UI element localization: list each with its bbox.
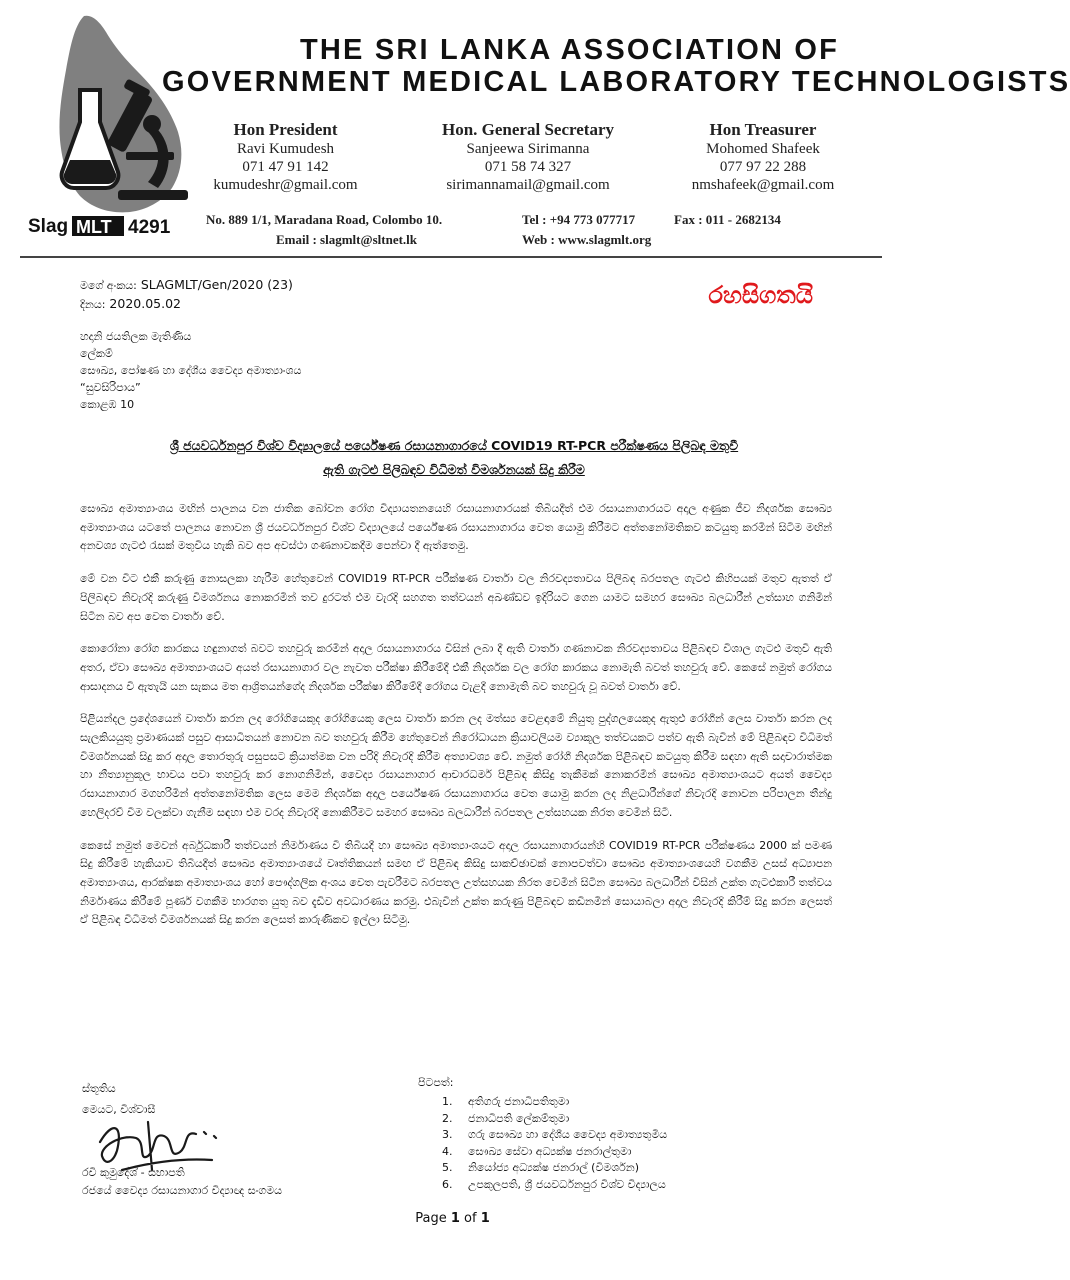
page-of: of [464,1211,477,1226]
reference-label: මගේ අංකය: [80,279,137,292]
recipient-line: සෞඛ්‍ය, පෝෂණ හා දේශීය වෛද්‍ය අමාත්‍යාංශය [80,364,302,377]
officer-name: Ravi Kumudesh [236,141,335,157]
logo-text-left: Slag [28,216,69,237]
page-number [0,1211,905,1226]
logo-text-box: MLT [76,217,112,237]
telephone: Tel : +94 773 077717 [522,212,636,227]
copies-item: 4. සෞඛ්‍ය සේවා අධ්‍යක්ෂ ජනරාල්තුමා [456,1144,667,1161]
body-paragraph: කෙසේ නමුත් මෙවන් අර්බුධකාරී තත්වයන් නිර්මාණය වී තිබියදී හා සෞඛ්‍ය අමාත්‍යාංශයට අදාල රසායනාගාරයන්හි COVID19 RT-PCR පරීක්ෂණය 2000 ක් පමණ සිදු කිරීමේ හැකියාව තිබියදීත් සෞඛ්‍ය අමාත්‍යාංශයේ වෘත්තිකයන් සමඟ ඒ පිළිබඳ කිසිදු සාකච්ඡාවක් නොපවත්වා සෞඛ්‍ය අමාත්‍යාංශයෙහි වගකීම උසස් අධ්‍යාපන අමාත්‍යාංශය, ආරක්ෂක අමාත්‍යාංශය හෝ පෞද්ගලික අංශය වෙත පැවරීමට බරපතල උත්සහයක නිරත වෙමින් සිටින සෞඛ්‍ය බලධාරීන් විසින් උක්ත ගැටළුකාරී තත්වය නිර්මාණය කිරීමේ පූර්ණ වගකීම භාරගත යුතු බව දැඩිව අවධාරණය කරමු. එබැවින් උක්ත කරුණු පිළිබඳව කඩිනමින් සොයාබලා අදාල නිවැරදි කිරීම් සිදු කරන ලෙසත් ඒ පිළිබඳ විධිමත් විමර්ශනයක් සිදු කරන ලෙසත් කාරුණිකව ඉල්ලා සිටිමු. [80,838,832,927]
officer-email: nmshafeek@gmail.com [691,177,835,193]
reference-block [80,276,293,314]
body-paragraph: මේ වන විට එකී කරුණු නොසලකා හැරීම හේතුවෙන් COVID19 RT-PCR පරීක්ෂණ වාර්තා වල නිරවද්‍යතාවය පිලිබඳ බරපතල ගැටළු කිහිපයක් මතුව ඇතත් ඒ පිලිබඳව නිවැරදි කරුණු විමර්ශනය නොකරමින් තව දුරටත් එම වැරදි සහගත තත්වයන් අඛණ්ඩව ඉදිරියට ගෙන යාමට සමහර සෞඛ්‍ය බලධාරීන් උත්සාහ ගනිමින් සිටින බව අප වෙත වාර්තා වේ. [80,572,832,623]
officer-email: kumudeshr@gmail.com [213,177,358,193]
officer-phone: 077 97 22 288 [719,159,807,175]
officer-treasurer [678,120,848,194]
association-logo [22,12,202,237]
confidential-stamp: රහසිගතයි [708,281,813,309]
officer-president [198,120,373,194]
letter-subject [90,434,818,482]
officer-phone: 071 47 91 142 [242,159,329,175]
subject-line-1: ශ්‍රී ජයවර්ධනපුර විශ්ව විද්‍යාලයේ පර්යේෂණ රසායනාගාරයේ COVID19 RT-PCR පරීක්ෂණය පිලිබඳ මතුවී [169,438,739,453]
body-paragraph: පිළියන්දල ප්‍රදේශයෙන් වාර්තා කරන ලද රෝගියෙකුද රෝගියෙකු ලෙස වාර්තා කරන ලද මත්ස්‍ය වෙළඳාමේ නියුතු පුද්ගලයෙකුද ඇතුළු රෝගීන් ලෙස වාර්තා කරන ලද සැලකියයුතු ප්‍රමාණයක් පසුව ආසාධිතයන් නොවන බව තහවුරු කිරීම හේතුවෙන් නිරෝධායන ක්‍රියාවලියම ව්‍යාකූල තත්වයකට පත්ව ඇති බැවින් මේ පිළිබඳව විධිමත් විමර්ශනයක් සිදු කර අදාල තොරතුරු පසුපසට ක්‍රියාත්මක වන පරිදි නිවැරදි කිරීම අත්‍යාවශ්‍ය වේ. නමුත් රෝගී නිදර්ශක පිළිබඳව කටයුතු කිරීම සඳහා ඇති සදාචාරාත්මක හා නීත්‍යානුකූල භාවය පවා තහවුරු කර නොගනිමින්, වෛද්‍ය රසායනාගාර ආචාරධර්ම පිළිබඳ කිසිදු තැකීමක් නොකරමින් සෞඛ්‍ය අමාත්‍යාංශයට අයත් වෛද්‍ය රසායනාගාර මගහරිමින් අත්තනෝමතික ලෙස මෙම නිදර්ශක අදාල පර්යේෂණ රසායනාගාරය වෙත යොමු කරන ලද නිළධාරීන්ගේ නිවැරදි නොවන පරිපාලන තීන්දු හෙලිදරව් වීම වලක්වා ගැනීම සඳහා එම වරද නිවැරදි නොකිරීමට සමහර සෞඛ්‍ය බලධාරීන් බරපතල උත්සහයක නිරත වෙමින් සිටී. [80,712,832,819]
logo-text-right: 4291 [128,217,171,238]
org-name-line1: THE SRI LANKA ASSOCIATION OF [300,34,840,66]
signer-block [82,1164,282,1200]
officer-name: Mohomed Shafeek [706,141,820,157]
website: Web : www.slagmlt.org [522,232,652,247]
date-label: දිනය: [80,298,106,311]
closing-yours: මෙයට, විශ්වාසී [82,1103,156,1116]
subject-line-2: ඇති ගැටළු පිලිබඳව විධිමත් විමර්ශනයක් සිදු කිරීම [323,462,585,477]
fax: Fax : 011 - 2682134 [674,212,781,227]
letter-body [80,500,832,944]
signer-name: රවි කුමුදේශ් - සභාපති [82,1166,185,1179]
officer-general-secretary [428,120,628,194]
page-current: 1 [450,1211,460,1226]
officer-name: Sanjeewa Sirimanna [466,141,590,157]
body-paragraph: සෞඛ්‍ය අමාත්‍යාංශය මඟින් පාලනය වන ජාතික බෝවන රෝග විද්‍යායතනයෙහි රසායනාගාරයක් තිබියදීත් එම රසායනාගාරයට අදාල අණුක ජීව නිදර්ශක සෞඛ්‍ය අමාත්‍යාංශය යටතේ පාලනය නොවන ශ්‍රී ජයවර්ධනපුර විශ්ව විද්‍යාලයේ පර්යේෂණ රසායනාගාරය වෙත යොමු කිරීමට අත්තනෝමතිකව කටයුතු කරමින් සිටීම මඟින් අනවශ්‍ය ගැටළු රැසක් මතුවිය හැකි බව අප අවස්ථා ගණනාවකදීම පෙන්වා දී ඇත්තෙමු. [80,502,832,553]
recipient-line: “සුවසිරිපාය” [80,381,141,394]
copies-item: 5. නියෝජ්‍ය අධ්‍යක්ෂ ජනරාල් (විමර්ශන) [456,1160,667,1177]
copies-heading: පිටපත්: [418,1076,454,1089]
page-prefix: Page [415,1211,447,1226]
body-paragraph: කොරෝනා රෝග කාරකය හඳුනාගත් බවට තහවුරු කරමින් අදාල රසායනාගාරය විසින් ලබා දී ඇති වාර්තා ගණනාවක නිරවද්‍යතාවය පිළිබඳව විශාල ගැටළු මතුවී ඇති අතර, ඒවා සෞඛ්‍ය අමාත්‍යාංශයට අයත් රසායනාගාර වල නැවත පරීක්ෂා කිරීමේදී එකී නිදර්ශක වල රෝග කාරකය නොමැති බවත් තහවුරු වේ. කෙසේ නමුත් රෝගය ආසාදනය වී ඇතැයි යන සැකය මත ආශ්‍රිතයන්ගේද නිදර්ශක පරීක්ෂා කිරීමේදී රෝගය වැළදී නොමැති බව තහවුරු වූ බවත් වාර්තා වේ. [80,642,832,693]
postal-address: No. 889 1/1, Maradana Road, Colombo 10. [206,212,443,227]
association-email: Email : slagmlt@sltnet.lk [276,232,418,247]
signer-organization: රජයේ වෛද්‍ය රසායනාගාර විද්‍යාඥ සංගමය [82,1184,283,1197]
copies-item: 1. අතිගරු ජනාධිපතිතුමා [456,1094,667,1111]
recipient-line: ලේකම් [80,347,113,360]
officer-role: Hon Treasurer [709,120,817,139]
page-total: 1 [480,1211,490,1226]
copies-item: 3. ගරු සෞඛ්‍ය හා දේශීය වෛද්‍ය අමාත්‍යතුමිය [456,1127,667,1144]
reference-number: SLAGMLT/Gen/2020 (23) [140,277,293,292]
officer-role: Hon President [233,120,338,139]
officer-phone: 071 58 74 327 [484,159,572,175]
copies-block [418,1076,667,1193]
officer-email: sirimannamail@gmail.com [446,177,610,193]
copies-item: 2. ජනාධිපති ලේකම්තුමා [456,1111,667,1128]
letterhead-divider [20,256,882,258]
recipient-line: කොළඹ 10 [80,398,135,411]
closing-thanks: ස්තූතිය [82,1082,116,1095]
letter-date: 2020.05.02 [109,296,181,311]
recipient-address [80,328,301,413]
org-name-line2: GOVERNMENT MEDICAL LABORATORY TECHNOLOGISTS [162,66,1070,98]
copies-list [418,1094,667,1193]
copies-item: 6. උපකුලපති, ශ්‍රී ජයවර්ධනපුර විශ්ව විද්‍යාලය [456,1177,667,1194]
officer-role: Hon. General Secretary [441,120,614,139]
recipient-line: හදානි ජයතිලක මැතිණිය [80,330,192,343]
